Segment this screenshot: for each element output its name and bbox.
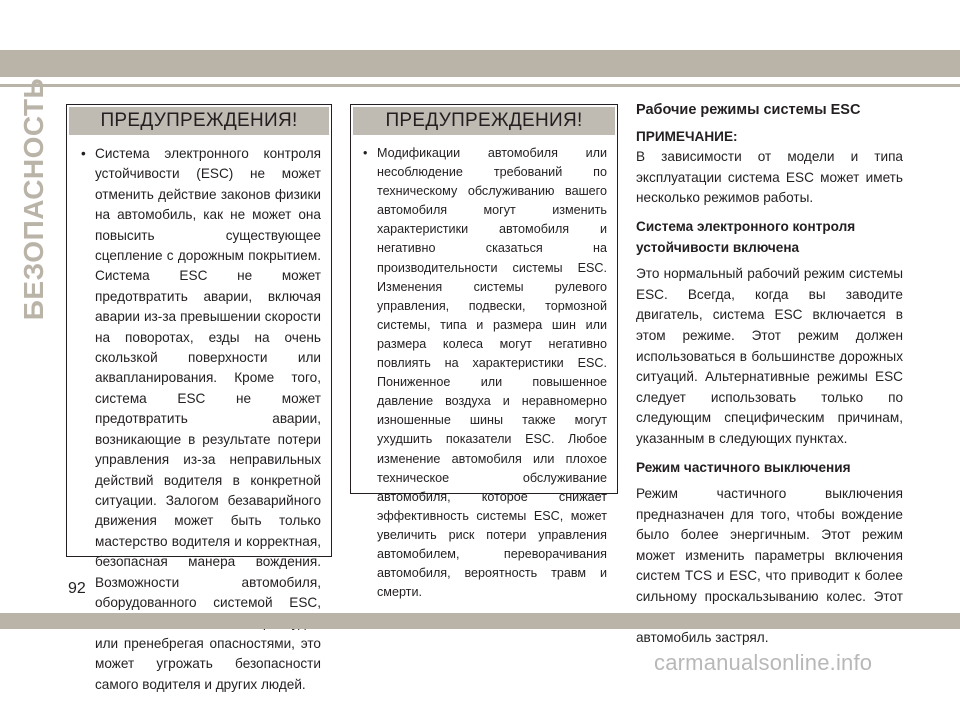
warning-box-2 — [350, 104, 618, 600]
warning-bullet-2 — [363, 144, 607, 602]
subheading-esc-on: Система электронного контроля устойчивости включена — [636, 218, 856, 255]
warning-title-1: ПРЕДУПРЕЖДЕНИЯ! — [69, 107, 329, 135]
note-text: В зависимости от модели и типа эксплуатации система ESC может иметь несколько режимов работы. — [636, 149, 903, 206]
section-tab-label: БЕЗОПАСНОСТЬ — [18, 77, 49, 320]
watermark: carmanualsonline.info — [654, 650, 873, 675]
column-3 — [636, 100, 903, 657]
page-number: 92 — [68, 580, 86, 597]
section-tab — [14, 77, 54, 320]
warning-text-1: Система электронного контроля устойчивости (ESC) не может отменить действие законов физики на автомобиль, как не может она повысить существующее сцепление с дорожным покрытием. Система ESC не может предотвратить аварии, включая аварии из-за превышении скорости на поворотах, езды на очень скользкой поверхности или аквапланирования. Кроме того, система ESC не может предотвратить аварии, возникающие в результате потери управления из-за неправильных действий водителя в конкретной ситуации. Залогом безаварийного движения может быть только мастерство водителя и корректная, безопасная манера вождения. Возможности автомобиля, оборудованного системой ESC, или пренебрегая опасностями, это может угрожать безопасности самого водителя и других людей. — [95, 146, 321, 692]
section-heading: Рабочие режимы системы ESC — [636, 102, 861, 118]
top-band — [0, 50, 960, 77]
bullet-icon: • — [81, 146, 86, 161]
note-label: ПРИМЕЧАНИЕ: — [636, 128, 738, 144]
paragraph-partial-off: Режим частичного выключения предназначен для того, чтобы вождение было более энергичным. Этот режим может изменить параметры включения систем TCS и ESC, что приводит к более сильному проскальзыванию колес. Этот автомобиль застрял. — [636, 486, 903, 646]
warning-title-2: ПРЕДУПРЕЖДЕНИЯ! — [353, 107, 615, 135]
bottom-band — [0, 613, 960, 629]
warning-text-2: Модификации автомобиля или несоблюдение требований по техническому обслуживанию вашего автомобиля могут изменить характеристики автомобиля и негативно сказаться на производительности системы ESC. Изменения системы рулевого управления, подвески, тормозной системы, типа и размера шин или размера колеса могут негативно повлиять на характеристики ESC. Пониженное или повышенное давление воздуха и неравномерно изношенные шины также могут ухудшить показатели ESC. Любое изменение автомобиля или плохое техническое обслуживание автомобиля, которое снижает эффективность системы ESC, может увеличить риск потери управления автомобилем, переворачивания автомобиля, вероятность травм и смерти. — [377, 146, 607, 600]
paragraph-esc-on: Это нормальный рабочий режим системы ESC. Всегда, когда вы заводите двигатель, система ESC включается в этом режиме. Этот режим должен использоваться в большинстве дорожных ситуаций. Альтернативные режимы ESC следует использовать только по следующим специфическим причинам, указанным в следующих пунктах. — [636, 266, 903, 446]
bullet-icon: • — [363, 146, 368, 160]
subheading-partial-off: Режим частичного выключения — [636, 459, 851, 475]
top-rule — [0, 84, 960, 87]
